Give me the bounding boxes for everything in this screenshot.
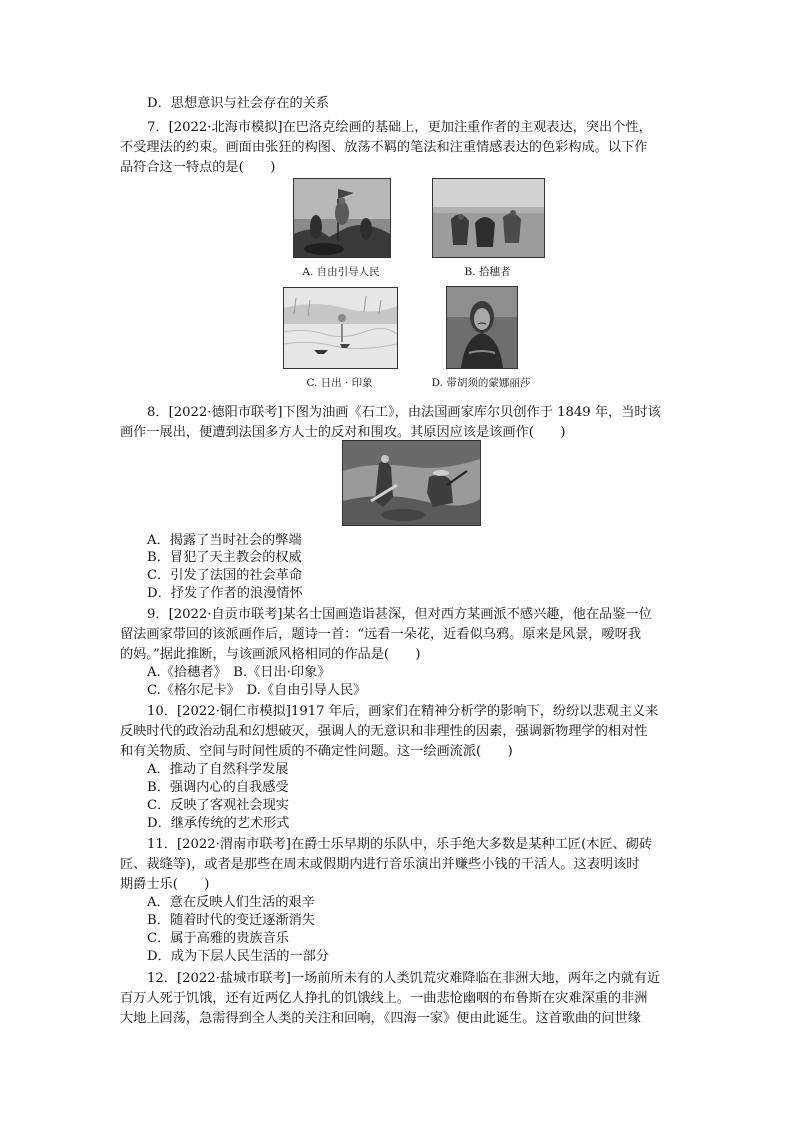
painting-impression-sunrise [283,287,398,369]
q10-stem-line-3: 和有关物质、空间与时间性质的不确定性问题。这一绘画流派( ) [120,744,513,759]
q8-option-c: C．引发了法国的社会革命 [147,568,303,583]
q10-stem-line-2: 反映时代的政治动乱和幻想破灭，强调人的无意识和非理性的因素，强调新物理学的相对性 [120,724,648,739]
q11-stem-line-3: 期爵士乐( ) [120,877,210,892]
q9-stem-line-3: 的妈。”据此推断，与该画派风格相同的作品是( ) [120,647,421,662]
q10-option-b: B．强调内心的自我感受 [147,780,289,795]
q10-stem-line-1: 10．[2022·铜仁市模拟]1917 年后，画家们在精神分析学的影响下，纷纷以悲观主义来 [147,704,659,719]
q11-option-d: D．成为下层人民生活的一部分 [147,949,330,964]
q11-stem-line-1: 11．[2022·渭南市联考]在爵士乐早期的乐队中，乐手绝大多数是某种工匠(木匠、砌砖 [147,837,653,852]
caption-b: B. 拾穗者 [464,266,511,278]
q10-option-d: D．继承传统的艺术形式 [147,816,290,831]
q10-option-a: A．推动了自然科学发展 [147,762,289,777]
q11-stem-line-2: 匠、裁缝等)，或者是那些在周末或假期内进行音乐演出并赚些小钱的干活人。这表明该时 [120,857,640,872]
q9-options-row-2: C.《格尔尼卡》 D.《自由引导人民》 [147,683,367,698]
caption-a: A. 自由引导人民 [302,266,380,278]
painting-mona-lisa-with-moustache [446,286,518,369]
q7-stem-line-1: 7．[2022·北海市模拟]在巴洛克绘画的基础上，更加注重作者的主观表达，突出个性， [147,120,652,135]
q12-stem-line-3: 大地上回荡，急需得到全人类的关注和回响，《四海一家》便由此诞生。这首歌曲的问世缘 [120,1011,641,1026]
q12-stem-line-1: 12．[2022·盐城市联考]一场前所未有的人类饥荒灾难降临在非洲大地，两年之内就有近 [147,971,661,986]
painting-the-gleaners [432,178,545,258]
q6-option-d: D．思想意识与社会存在的关系 [147,96,330,111]
q9-stem-line-1: 9．[2022·自贡市联考]某名士国画造诣甚深，但对西方某画派不感兴趣，他在品鉴一位 [147,607,652,622]
q12-stem-line-2: 百万人死于饥饿，还有近两亿人挣扎的饥饿线上。一曲悲怆幽咽的布鲁斯在灾难深重的非洲 [120,991,648,1006]
q11-option-b: B．随着时代的变迁逐渐消失 [147,913,315,928]
q8-stem-line-2: 画作一展出，便遭到法国多方人士的反对和围攻。其原因应该是该画作( ) [120,425,566,440]
q11-option-a: A．意在反映人们生活的艰辛 [147,895,315,910]
q10-option-c: C．反映了客观社会现实 [147,798,289,813]
q8-option-a: A．揭露了当时社会的弊端 [147,533,302,548]
caption-c: C. 日出 · 印象 [306,377,373,389]
caption-d: D. 带胡须的蒙娜丽莎 [431,377,531,389]
q9-options-row-1: A.《拾穗者》 B.《日出·印象》 [147,665,331,680]
q7-stem-line-2: 不受理法的约束。画面由张狂的构图、放荡不羁的笔法和注重情感表达的色彩构成。以下作 [120,140,648,155]
painting-the-stonebreakers [342,440,481,526]
q9-stem-line-2: 留法画家带回的该派画作后，题诗一首：“远看一朵花，近看似乌鸦。原来是风景，嗳呀我 [120,627,642,642]
q11-option-c: C．属于高雅的贵族音乐 [147,931,289,946]
q8-option-d: D．抒发了作者的浪漫情怀 [147,586,303,601]
q8-stem-line-1: 8．[2022·德阳市联考]下图为油画《石工》，由法国画家库尔贝创作于 1849 年，当时该 [147,405,661,420]
q8-option-b: B．冒犯了天主教会的权威 [147,550,302,565]
painting-liberty-leading-the-people [293,178,391,258]
q7-stem-line-3: 品符合这一特点的是( ) [120,160,276,175]
